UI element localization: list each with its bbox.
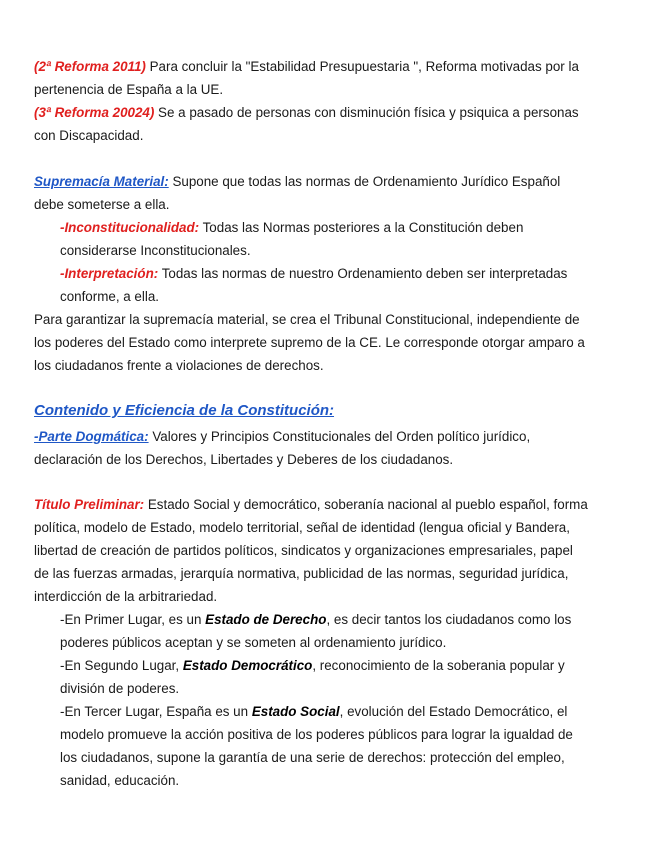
dogmatica-line-1 [34, 428, 530, 446]
interp-label: -Interpretación: [60, 266, 159, 281]
segundo-lugar-post: , reconocimiento de la soberania popular y [312, 658, 565, 673]
supremacy-para-line-2: los poderes del Estado como interprete supremo de la CE. Le corresponde otorgar amparo a [34, 335, 585, 350]
supremacy-para-line-1: Para garantizar la supremacía material, se crea el Tribunal Constitucional, independiente de [34, 312, 580, 327]
tercer-lugar-line-3: los ciudadanos, supone la garantía de una serie de derechos: protección del empleo, [60, 750, 565, 765]
titulo-line-5: interdicción de la arbitrariedad. [34, 589, 218, 604]
tercer-lugar-line-2: modelo promueve la acción positiva de los poderes públicos para lograr la igualdad de [60, 727, 573, 742]
interp-text: Todas las normas de nuestro Ordenamiento deben ser interpretadas [158, 266, 568, 281]
titulo-line-4: de las fuerzas armadas, jerarquía normativa, publicidad de las normas, seguridad jurídica, [34, 566, 569, 581]
supremacy-heading: Supremacía Material: [34, 174, 169, 189]
contenido-heading: Contenido y Eficiencia de la Constitución: [34, 402, 335, 419]
tercer-lugar-pre: -En Tercer Lugar, España es un [60, 704, 252, 719]
incon-line-2: considerarse Inconstitucionales. [60, 243, 251, 258]
reform2-line-2: pertenencia de España a la UE. [34, 82, 224, 97]
titulo-line-1 [34, 496, 588, 514]
reform2-text: Para concluir la "Estabilidad Presupuestaria ", Reforma motivadas por la [145, 59, 579, 74]
primer-lugar-pre: -En Primer Lugar, es un [60, 612, 206, 627]
titulo-line-3: libertad de creación de partidos políticos, sindicatos y organizaciones empresariales, papel [34, 543, 573, 558]
dogmatica-label: -Parte Dogmática: [34, 429, 149, 444]
titulo-label: Título Preliminar: [34, 497, 145, 512]
segundo-lugar-pre: -En Segundo Lugar, [60, 658, 183, 673]
estado-democratico-term: Estado Democrático [182, 658, 313, 673]
titulo-text: Estado Social y democrático, soberanía nacional al pueblo español, forma [144, 497, 588, 512]
reform3-text: Se a pasado de personas con disminución física y psiquica a personas [154, 105, 579, 120]
dogmatica-text: Valores y Principios Constitucionales del Orden político jurídico, [148, 429, 531, 444]
estado-derecho-term: Estado de Derecho [205, 612, 327, 627]
reform2-line-1 [34, 58, 579, 76]
tercer-lugar-line-1 [60, 703, 567, 721]
titulo-line-2: política, modelo de Estado, modelo territorial, señal de identidad (lengua oficial y Bandera, [34, 520, 570, 535]
tercer-lugar-post: , evolución del Estado Democrático, el [339, 704, 568, 719]
interp-line-1 [60, 265, 567, 283]
supremacy-para-line-3: los ciudadanos frente a violaciones de derechos. [34, 358, 324, 373]
reform2-label: (2ª Reforma 2011) [34, 59, 146, 74]
primer-lugar-post: , es decir tantos los ciudadanos como los [326, 612, 572, 627]
tercer-lugar-line-4: sanidad, educación. [60, 773, 180, 788]
incon-label: -Inconstitucionalidad: [60, 220, 200, 235]
reform3-line-1 [34, 104, 579, 122]
incon-line-1 [60, 219, 523, 237]
dogmatica-line-2: declaración de los Derechos, Libertades y Deberes de los ciudadanos. [34, 452, 454, 467]
segundo-lugar-line-1 [60, 657, 565, 675]
supremacy-line-2: debe someterse a ella. [34, 197, 170, 212]
supremacy-text: Supone que todas las normas de Ordenamiento Jurídico Español [168, 174, 561, 189]
supremacy-line-1 [34, 173, 560, 191]
contenido-heading-line [34, 402, 334, 420]
primer-lugar-line-1 [60, 611, 571, 629]
segundo-lugar-line-2: división de poderes. [60, 681, 180, 696]
interp-line-2: conforme, a ella. [60, 289, 159, 304]
incon-text: Todas las Normas posteriores a la Constitución deben [199, 220, 524, 235]
estado-social-term: Estado Social [251, 704, 340, 719]
primer-lugar-line-2: poderes públicos aceptan y se someten al ordenamiento jurídico. [60, 635, 447, 650]
reform3-label: (3ª Reforma 20024) [34, 105, 155, 120]
reform3-line-2: con Discapacidad. [34, 128, 144, 143]
